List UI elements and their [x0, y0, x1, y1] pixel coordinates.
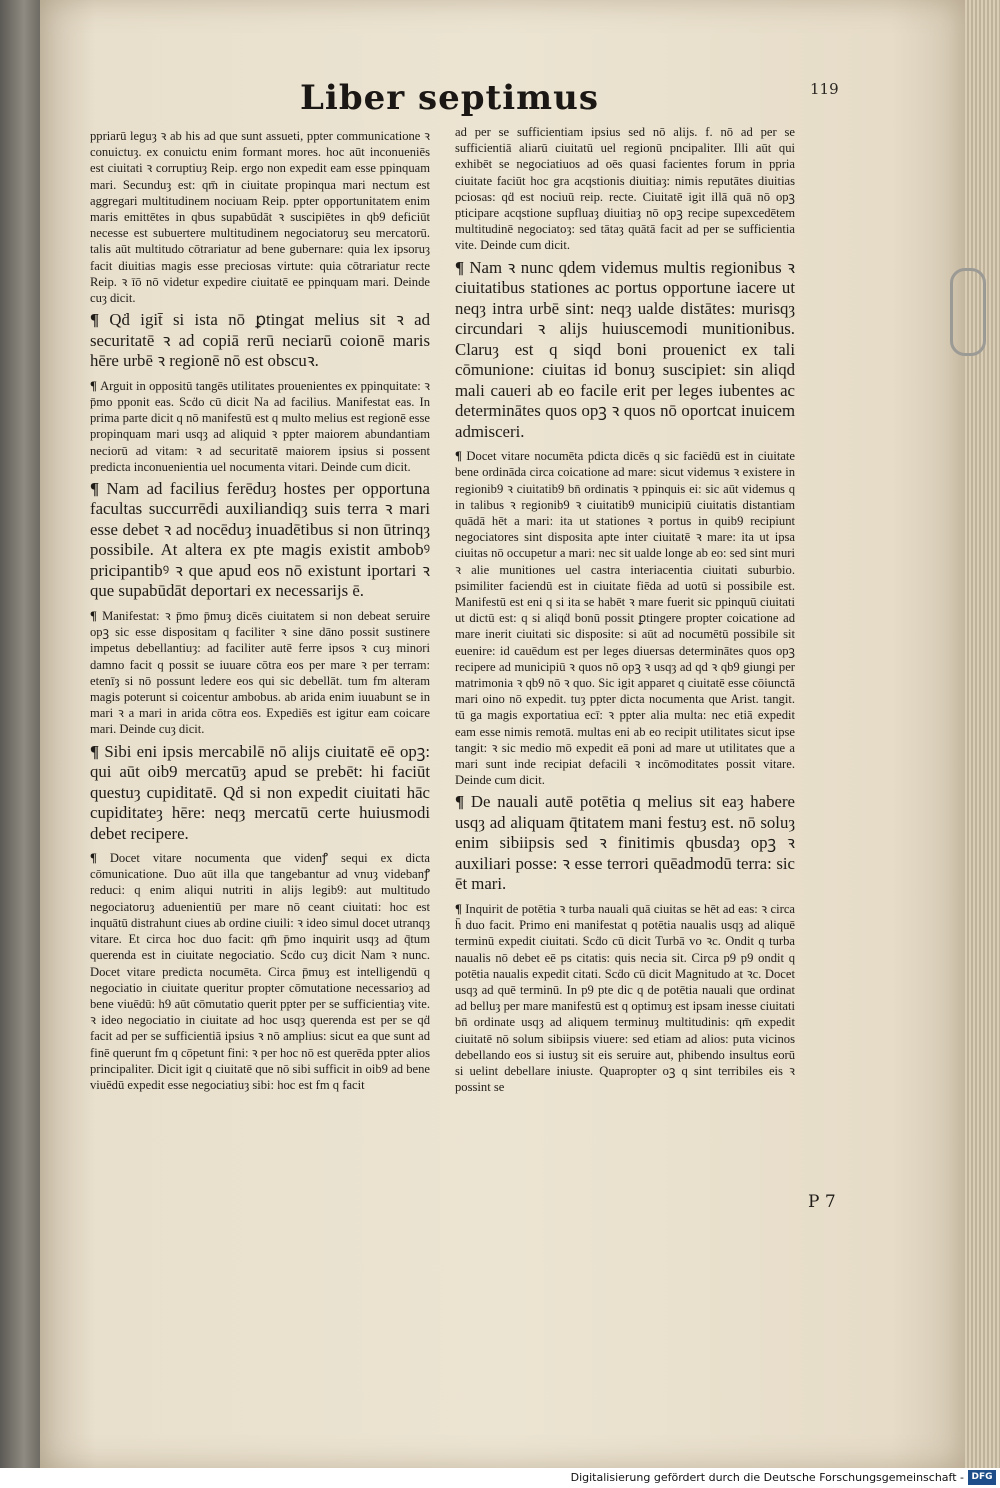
pilcrow-icon: ¶	[455, 449, 467, 464]
commentary-paragraph: ¶ Arguit in oppositū tangēs utilitates prouenientes ex ppinquitate: ꝛ p̄mo pponit eas. Scḋo cū dicit Na ad facilius. Manifestat eas. In prima parte dicit q nō manifestū est q multo melius est regionē esse propinquam mari usqȝ ad aliquid ꝛ ppter maiorem abundantiam neciorū ad vitam: ꝛ ad securitatē maiorem ipsius si possent predicta inconuenientia uel nocumenta vitari. Deinde cum dicit.	[90, 378, 430, 474]
lemma-text: ¶ Nam ad facilius ferēduȝ hostes per opportuna facultas succurrēdi auxiliandiqȝ suis terra ꝛ mari esse debet ꝛ ad nocēduȝ inuadētibus si non ūtrinqȝ possibile. At altera ex pte magis existit ambobꝰ pricipantibꝰ ꝛ que apud eos nō existunt iportari ꝛ que supabūdāt deportari ex necessarijs ē.	[90, 478, 430, 601]
commentary-paragraph: ¶ Docet vitare nocumenta que videnꝭ sequi ex dicta cōmunicatione. Duo aūt illa que tangebantur ad vnuȝ videbanꝭ reduci: q enim aliqui nutriti in alijs legib9: aut multitudo negociatoruȝ aduenientiū per mare nō ceant ciuitati: hoc est inquātū distrahunt ciues ab ordine ciuili: ꝛ ideo simul docet utranqȝ vitare. Et circa hoc duo facit: qm̄ p̄mo inquirit usqȝ ad q̄tum querenda est in ciuitate negociatio. Scḋo cuȝ dicit Nam ꝛ nunc. Docet vitare predicta nocumēta. Circa p̄muȝ est intelligendū q negociatio in ciuitate queritur propter cōmutatione necessarioȝ ad bene viuēdū: h9 aūt cōmutatio querit ppter per se sufficientiaȝ vite. ꝛ ideo negociatio in ciuitate ad hoc usqȝ querenda est per se qḋ facit ad per se sufficientiā ipsius ꝛ nō amplius: sicut ea que sunt ad finē querunt fm q cōpetunt fini: ꝛ per hoc nō est querēda ppter alios principaliter. Dicit igit q ciuitatē que nō sibi sufficit in oib9 ad bene viuēdū expedit esse negociatiuȝ sibi: hoc est fm q facit	[90, 851, 431, 1092]
page-title: Liber septimus	[300, 78, 599, 118]
pilcrow-icon: ¶	[90, 378, 101, 393]
lemma-text: ¶ Qḋ igit̄ si ista nō ꝑtingat melius sit ꝛ ad securitatē ꝛ ad copiā rerū neciarū coionē maris hēre urbē ꝛ regionē nō est obscuꝛ.	[90, 310, 430, 371]
pilcrow-icon: ¶	[90, 478, 107, 498]
commentary-paragraph: ppriarū leguȝ ꝛ ab his ad que sunt assueti, ppter communicatione ꝛ conuictuȝ. ex conuictu enim formant mores. hoc aūt inconueniēs est ciuitati ꝛ corruptiuȝ Reip. ergo non expedit eam esse ppinquam mari. Secunduȝ est: qm̄ in ciuitate propinqua mari nectum est aggregari multitudinem nociuam Reip. ppter opportunitatem enim maris emittētes in qbus supabūdāt ꝛ suscipiētes in qb9 deficiūt necesse est subuertere multitudinem negociatoruȝ seu mercatorū. talis aūt multitudo cōtrariatur ad bene gubernare: quia lex ipsoruȝ facit diuitias magis esse preciosas virtute: quia cōtrariatur recte Reip. ꝛ īō nō videtur expedire ciuitatē ee ppinquam mari. Deinde cuȝ dicit.	[90, 129, 430, 306]
commentary-paragraph: ¶ Inquirit de potētia ꝛ turba nauali quā ciuitas se hēt ad eas: ꝛ circa h̄ duo facit. Primo eni manifestat q potētia naualis usqȝ ad aliquē terminū expedit ciuitati. Scḋo cū dicit Turbā vo ꝛc. Ondit q turba naualis nō debet eē ps citatis: quis necia sit. Circa p9 p9 ondit q potētia naualis expedit citati. Scḋo cū dicit Magnitudo at ꝛc. Docet usqȝ ad quē terminū. In p9 pte dic q de potētia nauali que ordinat ad belluȝ per mare manifestū est q optimuȝ est ipsam inesse ciuitati bn̄ ordinate usqȝ ad aliquem terminuȝ multitudinis: qm̄ expedit ciuitatē nō solum sibiipsis viuere: sed etiam ad alios: puta vicinos debellando eos si iustuȝ sit eis seruire aut, phibendo insultus eorū si uelint debellare iniuste. Quapropter oꝫ q sint terribiles eis ꝛ possint se	[455, 901, 795, 1095]
pilcrow-icon: ¶	[455, 901, 466, 916]
commentary-paragraph: ¶ Manifestat: ꝛ p̄mo p̄muȝ dicēs ciuitatem si non debeat seruire opꝫ sic esse dispositam q faciliter ꝛ sine dāno possit sustinere impetus debellantiuȝ: ad faciliter autē ferre ipsos ꝛ cuȝ minori damno facit q possit se iuuare cōtra eos per mare ꝛ per terram: etenīȝ si nō possunt ledere eos qui sic debellāt. tum fm alteram magis poterunt si coicentur ambobus. ab arida enim iuuabunt se in mari ꝛ a mari in arida cōtra eos. Expediēs est igitur eam coicare mari. Deinde cuȝ dicit.	[90, 608, 430, 737]
facing-page-edge	[0, 0, 40, 1468]
left-column	[90, 128, 430, 1097]
lemma-text: ¶ Nam ꝛ nunc qdem videmus multis regionibus ꝛ ciuitatibus stationes ac portus opportune iacere ut neqȝ intra urbē sint: neqȝ ualde distātes: murisqȝ circundari ꝛ alijs huiuscemodi munitionibus. Claruȝ est q siqd boni prouenict ex tali cōmunione: ciuitas id bonuȝ suscipiet: sin aliqd mali caueri ab eo facile erit per leges iubentes ac determinātes quos opꝫ ꝛ quos nō oportcat inuicem admisceri.	[455, 257, 795, 441]
pilcrow-icon: ¶	[455, 792, 471, 812]
page-stack-edge	[965, 0, 1000, 1468]
signature-mark: P 7	[808, 1192, 836, 1212]
footer-credit: Digitalisierung gefördert durch die Deutsche Forschungsgemeinschaft -	[570, 1471, 964, 1484]
pilcrow-icon: ¶	[90, 741, 105, 761]
commentary-paragraph: ¶ Docet vitare nocumēta pdicta dicēs q sic faciēdū est in ciuitate bene ordināda circa coicatione ad mare: sicut videmus ꝛ existere in regionib9 ꝛ ciuitatib9 bn̄ ordinatis ꝛ ppinquis ei: sic aūt videmus q in talibus ꝛ regionib9 ꝛ ciuitatib9 municipiū ciuitatis distantiam quādā hēt a mari: ita ut stationes ꝛ portus in quib9 recipiunt negociatores sint disposita apte inter ciuitatē ꝛ mare: ita ut ipsa ciuitas nō occupetur a mari: nec sit ualde longe ab eo: sed sint muri ꝛ alie munitiones uel castra interiacentia ciuitati suburbio. psimiliter faciendū est in ciuitate fiēda ad uotū si possibile est. Manifestū est eni q si ita se habēt ꝛ mare fuerit sic ppinquū ciuitati ut dictū est: q si aliqḋ bonū possit ꝑtingere propter coicatione ad mare inerit ciuitati sic disposite: si aūt ad nocumētū possibile sit euenire: id cauēdum est per leges diuersas determinātes quos opꝫ recipere ad municipiū ꝛ quos nō opꝫ ꝛ usqȝ ad qd ꝛ qb9 giungi per matrimonia ꝛ qb9 nō ꝛ quo. Sic igit apparet q ciuitatē esse cōiunctā mari oino nō expedit. tuȝ ppter dicta nocumenta que Arist. tangit. tū ga magis exportatiua ecī: ꝛ ppter alia multa: nec etiā expedit eam esse nimis remotā. multas eni ab eo recipit utilitates sicut ipse tangit: ꝛ sic medio mō expedit eā poni ad mare ut utilitates que a mari sunt inde recipiat defacili ꝛ incōmoditates possit vitare. Deinde cum dicit.	[455, 449, 796, 788]
commentary-paragraph: ad per se sufficientiam ipsius sed nō alijs. f. nō ad per se sufficientiā aliarū ciuitatū uel regionū pncipaliter. Illi aūt qui exhibēt se negociatiuos ad oēs quasi facientes forum in ppria ciuitate faciūt hoc gra acqstionis diuitiaȝ: nimis reputātes diuitias pciosas: qḋ est nociuū reip. recte. Ciuitatē igit illā quā nō opꝫ pticipare acqstione supfluaȝ diuitiaȝ nō opꝫ recipe supexcedētem multitudinē negociatoȝ: sed tātaȝ quātā facit ad per se sufficientia vite. Deinde cum dicit.	[455, 125, 795, 253]
lemma-text: ¶ Sibi eni ipsis mercabilē nō alijs ciuitatē eē opꝫ: qui aūt oib9 mercatūȝ apud se prebēt: hi faciūt questuȝ cupiditatē. Qḋ si non expedit ciuitati hāc cupiditateȝ hēre: neqȝ mercatū certe huiusmodi debet recipere.	[90, 741, 430, 843]
pilcrow-icon: ¶	[90, 608, 103, 623]
paper-clip	[950, 268, 986, 356]
pilcrow-icon: ¶	[455, 257, 470, 277]
pilcrow-icon: ¶	[90, 851, 110, 866]
dfg-logo-icon: DFG	[968, 1470, 996, 1485]
folio-number: 119	[810, 80, 839, 98]
lemma-text: ¶ De nauali autē potētia q melius sit eaȝ habere usqȝ ad aliquam q̄titatem mani festuȝ est. nō soluȝ enim sibiipsis sed ꝛ finitimis qbusdaȝ opꝫ ꝛ auxiliari posse: ꝛ esse terrori quēadmodū terra: sic ēt mari.	[455, 792, 795, 894]
pilcrow-icon: ¶	[90, 310, 110, 330]
right-column	[455, 124, 795, 1099]
